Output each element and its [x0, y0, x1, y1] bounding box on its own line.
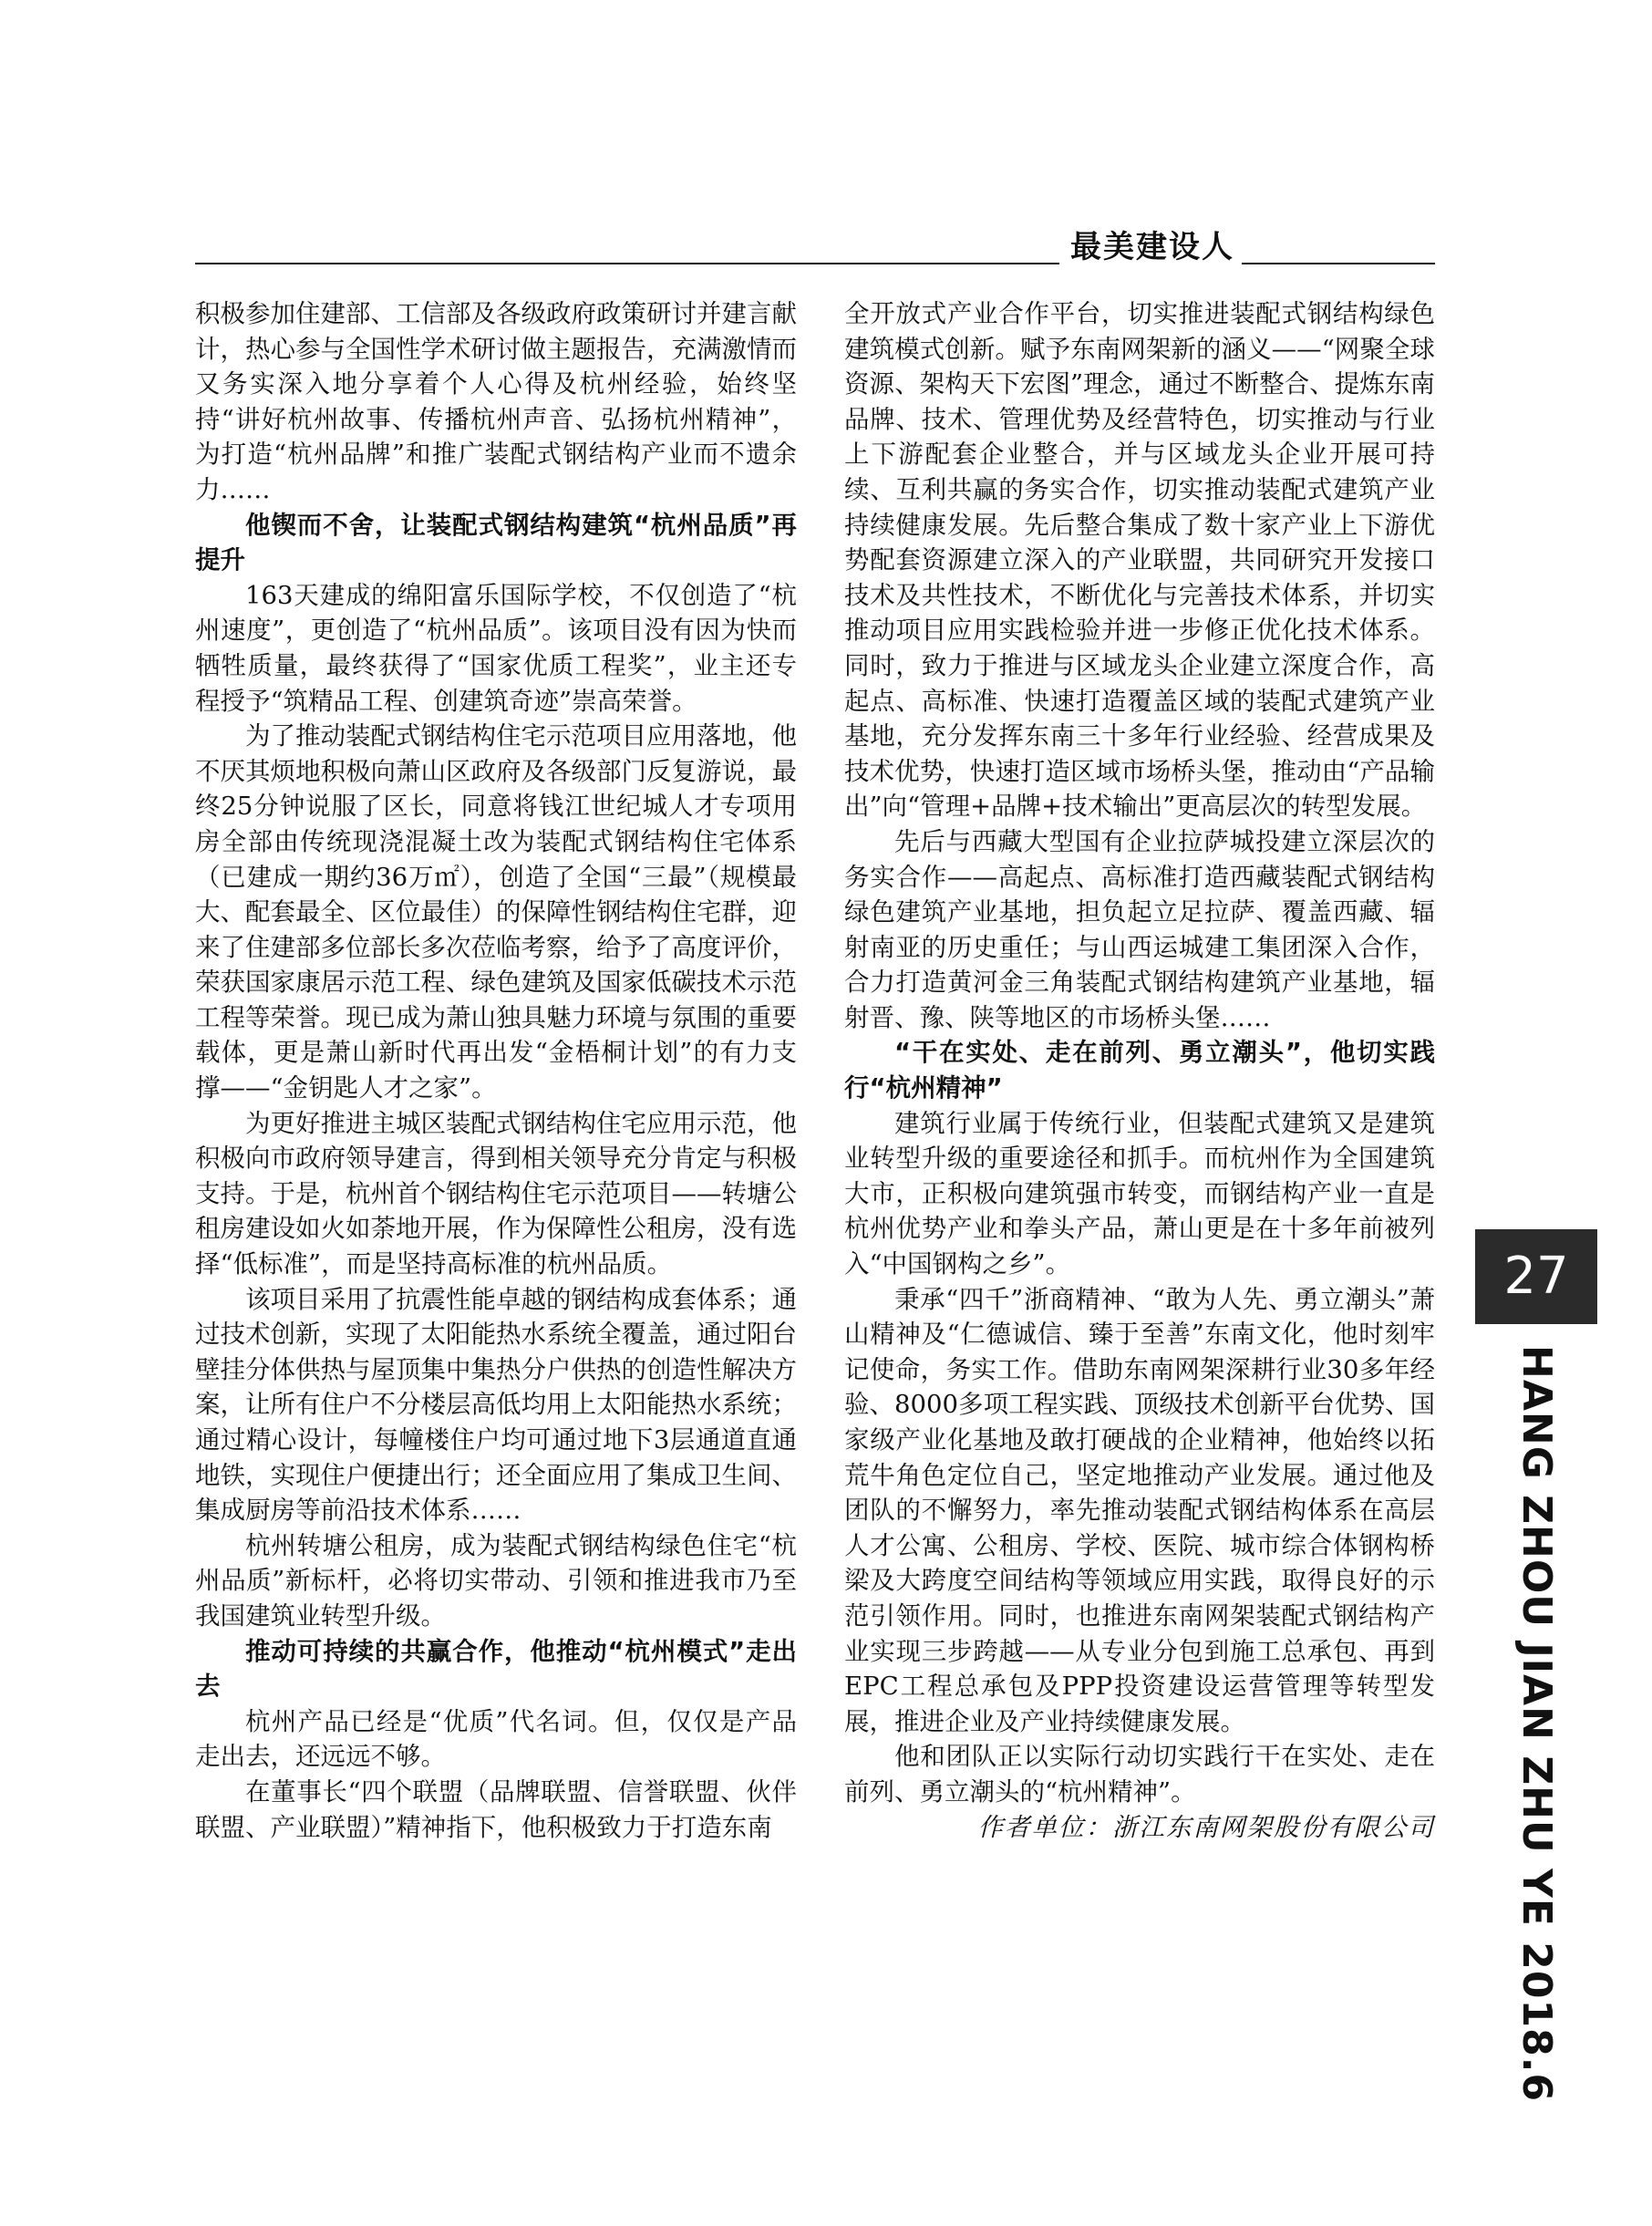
author-affiliation: 作者单位：浙江东南网架股份有限公司 [977, 1812, 1435, 1842]
paragraph: 为更好推进主城区装配式钢结构住宅应用示范，他积极向市政府领导建言，得到相关领导充分肯定与积极支持。于是，杭州首个钢结构住宅示范项目——转塘公租房建设如火如荼地开展，作为保障性公租房，没有选择“低标准”，而是坚持高标准的杭州品质。 [195, 1108, 797, 1279]
paragraph: 建筑行业属于传统行业，但装配式建筑又是建筑业转型升级的重要途径和抓手。而杭州作为全国建筑大市，正积极向建筑强市转变，而钢结构产业一直是杭州优势产业和拳头产品，萧山更是在十多年前被列入“中国钢构之乡”。 [844, 1108, 1435, 1279]
paragraph: 杭州产品已经是“优质”代名词。但，仅仅是产品走出去，还远远不够。 [195, 1706, 797, 1772]
journal-issue-label: HANG ZHOU JIAN ZHU YE 2018.6 [1513, 1345, 1560, 2103]
paragraph: 163天建成的绵阳富乐国际学校，不仅创造了“杭州速度”，更创造了“杭州品质”。该项目没有因为快而牺牲质量，最终获得了“国家优质工程奖”，业主还专程授予“筑精品工程、创建筑奇迹”崇高荣誉。 [195, 580, 797, 716]
paragraph: 先后与西藏大型国有企业拉萨城投建立深层次的务实合作——高起点、高标准打造西藏装配式钢结构绿色建筑产业基地，担负起立足拉萨、覆盖西藏、辐射南亚的历史重任；与山西运城建工集团深入合作，合力打造黄河金三角装配式钢结构建筑产业基地，辐射晋、豫、陕等地区的市场桥头堡…… [844, 826, 1435, 1032]
subheading: 他锲而不舍，让装配式钢结构建筑“杭州品质”再提升 [195, 510, 797, 575]
left-column [195, 296, 797, 1845]
paragraph: 杭州转塘公租房，成为装配式钢结构绿色住宅“杭州品质”新标杆，必将切实带动、引领和推进我市乃至我国建筑业转型升级。 [195, 1530, 797, 1631]
subheading: 推动可持续的共赢合作，他推动“杭州模式”走出去 [195, 1636, 797, 1702]
paragraph: 全开放式产业合作平台，切实推进装配式钢结构绿色建筑模式创新。赋予东南网架新的涵义——“网聚全球资源、架构天下宏图”理念，通过不断整合、提炼东南品牌、技术、管理优势及经营特色，切实推动与行业上下游配套企业整合，并与区域龙头企业开展可持续、互利共赢的务实合作，切实推动装配式建筑产业持续健康发展。先后整合集成了数十家产业上下游优势配套资源建立深入的产业联盟，共同研究开发接口技术及共性技术，不断优化与完善技术体系，并切实推动项目应用实践检验并进一步修正优化技术体系。同时，致力于推进与区域龙头企业建立深度合作，高起点、高标准、快速打造覆盖区域的装配式建筑产业基地，充分发挥东南三十多年行业经验、经营成果及技术优势，快速打造区域市场桥头堡，推动由“产品输出”向“管理+品牌+技术输出”更高层次的转型发展。 [844, 299, 1435, 822]
paragraph: 为了推动装配式钢结构住宅示范项目应用落地，他不厌其烦地积极向萧山区政府及各级部门反复游说，最终25分钟说服了区长，同意将钱江世纪城人才专项用房全部由传统现浇混凝土改为装配式钢结构住宅体系（已建成一期约36万㎡），创造了全国“三最”（规模最大、配套最全、区位最佳）的保障性钢结构住宅群，迎来了住建部多位部长多次莅临考察，给予了高度评价，荣获国家康居示范工程、绿色建筑及国家低碳技术示范工程等荣誉。现已成为萧山独具魅力环境与氛围的重要载体，更是萧山新时代再出发“金梧桐计划”的有力支撑——“金钥匙人才之家”。 [195, 721, 797, 1103]
right-column [844, 296, 1435, 1845]
paragraph: 秉承“四千”浙商精神、“敢为人先、勇立潮头”萧山精神及“仁德诚信、臻于至善”东南文化，他时刻牢记使命，务实工作。借助东南网架深耕行业30多年经验、8000多项工程实践、顶级技术创新平台优势、国家级产业化基地及敢打硬战的企业精神，他始终以拓荒牛角色定位自己，坚定地推动产业发展。通过他及团队的不懈努力，率先推动装配式钢结构体系在高层人才公寓、公租房、学校、医院、城市综合体钢构桥梁及大跨度空间结构等领域应用实践，取得良好的示范引领作用。同时，也推进东南网架装配式钢结构产业实现三步跨越——从专业分包到施工总承包、再到EPC工程总承包及PPP投资建设运营管理等转型发展，推进企业及产业持续健康发展。 [844, 1284, 1435, 1736]
header-rule-left [195, 263, 1059, 264]
paragraph: 他和团队正以实际行动切实践行干在实处、走在前列、勇立潮头的“杭州精神”。 [844, 1742, 1435, 1807]
page-number: 27 [1475, 1229, 1597, 1324]
subheading: “干在实处、走在前列、勇立潮头”，他切实践行“杭州精神” [844, 1038, 1435, 1103]
paragraph: 在董事长“四个联盟（品牌联盟、信誉联盟、伙伴联盟、产业联盟）”精神指下，他积极致力于打造东南 [195, 1776, 797, 1842]
section-title: 最美建设人 [1070, 229, 1234, 265]
paragraph: 积极参加住建部、工信部及各级政府政策研讨并建言献计，热心参与全国性学术研讨做主题报告，充满激情而又务实深入地分享着个人心得及杭州经验，始终坚持“讲好杭州故事、传播杭州声音、弘扬杭州精神”，为打造“杭州品牌”和推广装配式钢结构产业而不遗余力…… [195, 299, 797, 504]
journal-sidebar [1469, 1345, 1604, 2103]
section-header [195, 228, 1435, 270]
paragraph: 该项目采用了抗震性能卓越的钢结构成套体系；通过技术创新，实现了太阳能热水系统全覆盖，通过阳台壁挂分体供热与屋顶集中集热分户供热的创造性解决方案，让所有住户不分楼层高低均用上太阳能热水系统；通过精心设计，每幢楼住户均可通过地下3层通道直通地铁，实现住户便捷出行；还全面应用了集成卫生间、集成厨房等前沿技术体系…… [195, 1284, 797, 1526]
header-rule-right [1242, 263, 1435, 264]
